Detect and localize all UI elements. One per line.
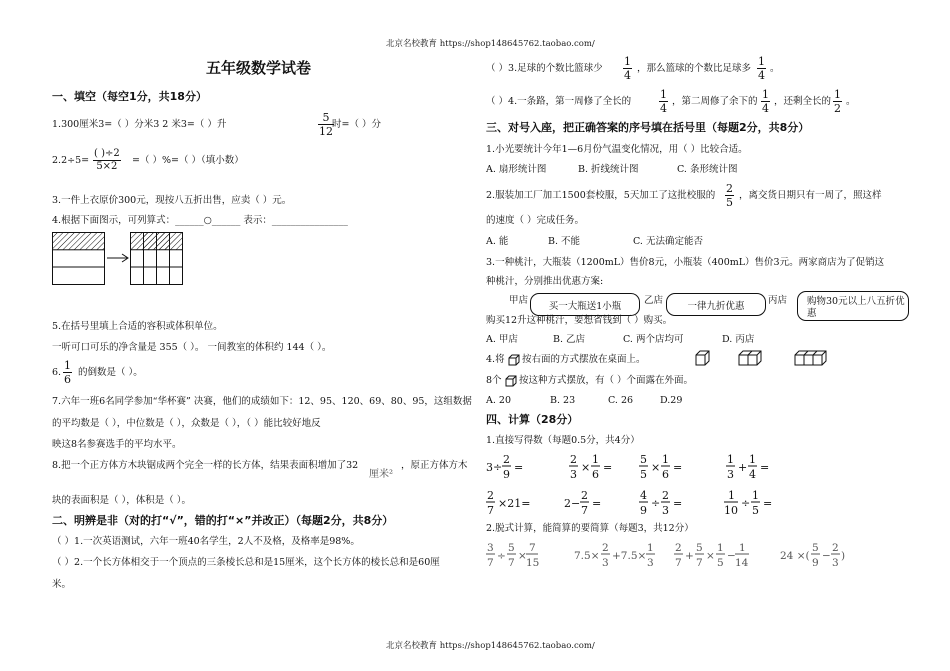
svg-text:1: 1 xyxy=(727,453,734,466)
svg-text:×: × xyxy=(581,461,591,474)
small-cube-icon-2 xyxy=(505,375,517,387)
svg-text:7: 7 xyxy=(675,557,682,569)
svg-text:7: 7 xyxy=(581,504,588,517)
q7-line2: 的平均数是（ ），中位数是（ ），众数是（ ），（ ）能比较好地反 xyxy=(52,418,321,429)
choice-3-opt-d: D. 丙店 xyxy=(722,334,755,345)
q2-fraction: ( )÷2 5×2 xyxy=(94,148,120,172)
svg-text:9: 9 xyxy=(503,468,510,481)
svg-text:24 ×(: 24 ×( xyxy=(780,550,810,562)
svg-text:2: 2 xyxy=(570,453,577,466)
svg-text:2: 2 xyxy=(503,453,510,466)
choice-3-line3: 购买12升这种桃汁，要想省钱到（ ）购买。 xyxy=(486,315,673,326)
svg-text:2: 2 xyxy=(487,489,494,502)
svg-text:=: = xyxy=(760,461,770,474)
svg-text:3: 3 xyxy=(602,557,609,569)
calc-row-1 xyxy=(484,452,784,484)
svg-text:9: 9 xyxy=(812,557,819,569)
svg-text:3: 3 xyxy=(662,504,669,517)
q6-text: 的倒数是（ ）。 xyxy=(78,367,143,378)
choice-4-line1-a: 4.将 xyxy=(486,354,505,365)
judge-3-frac-a: 1 4 xyxy=(624,55,631,82)
svg-text:=: = xyxy=(673,497,683,510)
svg-text:1: 1 xyxy=(647,542,654,554)
svg-text:7: 7 xyxy=(508,557,515,569)
svg-text:3÷: 3÷ xyxy=(486,461,503,474)
choice-2-opt-c: C. 无法确定能否 xyxy=(633,236,703,247)
q2-text: 2.2÷5= xyxy=(52,155,90,166)
svg-text:3: 3 xyxy=(487,542,494,554)
svg-text:+: + xyxy=(738,461,748,474)
calc-row-2 xyxy=(484,488,784,520)
judge-1: （ ）1.一次英语测试，六年一班40名学生，2人不及格，及格率是98%。 xyxy=(52,536,360,547)
choice-4-opt-d: D.29 xyxy=(660,395,683,406)
q7-line1: 7.六年一班6名同学参加“华杯赛” 决赛，他们的成绩如下：12、95、120、69、80、95，这组数据 xyxy=(52,396,472,407)
header-top: 北京名校教育 https://shop148645762.taobao.com/ xyxy=(386,39,595,49)
svg-text:6: 6 xyxy=(662,468,669,481)
svg-text:5: 5 xyxy=(508,542,515,554)
judge-2-end: 米。 xyxy=(52,579,72,590)
svg-text:5: 5 xyxy=(640,453,647,466)
svg-text:1: 1 xyxy=(749,453,756,466)
svg-text:−: − xyxy=(727,550,736,562)
svg-text:): ) xyxy=(841,550,846,562)
section-4-heading: 四、计算（28分） xyxy=(486,413,579,426)
choice-3-opt-c: C. 两个店均可 xyxy=(623,334,684,345)
small-cube-icon xyxy=(508,354,520,366)
svg-text:2: 2 xyxy=(832,542,839,554)
svg-text:+: + xyxy=(685,550,694,562)
q8-line2: 块的表面积是（ ），体积是（ ）。 xyxy=(52,495,192,506)
choice-4-line1-b: 按右面的方式摆放在桌面上。 xyxy=(522,354,646,365)
judge-3-mid: ，那么篮球的个数比足球多 xyxy=(637,63,752,74)
choice-4-opt-b: B. 23 xyxy=(550,395,576,406)
judge-4: （ ）4.一条路，第一周修了全长的 xyxy=(486,96,632,107)
choice-1: 1.小光要统计今年1—6月份气温变化情况，用（ ）比较合适。 xyxy=(486,144,748,155)
choice-1-opt-b: B. 折线统计图 xyxy=(578,164,639,175)
svg-text:7: 7 xyxy=(529,542,536,554)
svg-text:=: = xyxy=(763,497,773,510)
choice-2-mid: ，离交货日期只有一周了，照这样 xyxy=(739,190,882,201)
judge-2: （ ）2.一个长方体相交于一个顶点的三条棱长总和是15厘米，这个长方体的棱长总和是60厘 xyxy=(52,557,440,568)
judge-3: （ ）3.足球的个数比篮球少 xyxy=(486,63,603,74)
svg-text:9: 9 xyxy=(640,504,647,517)
choice-3-line2: 种桃汁，分别推出优惠方案: xyxy=(486,276,604,287)
page-title: 五年级数学试卷 xyxy=(206,59,312,77)
judge-4-frac-a: 1 4 xyxy=(660,88,667,115)
judge-4-end: 。 xyxy=(846,96,856,107)
q8-line1-end: ，原正方体方木 xyxy=(401,460,468,471)
q1-fraction: 5 12 xyxy=(319,111,333,138)
svg-text:÷: ÷ xyxy=(741,497,751,510)
svg-text:2: 2 xyxy=(662,489,669,502)
choice-3-opt-a: A. 甲店 xyxy=(486,334,518,345)
svg-text:5: 5 xyxy=(812,542,819,554)
svg-text:3: 3 xyxy=(727,468,734,481)
q4-text: 4.根据下面图示，可列算式：______○______ 表示：________________ xyxy=(52,215,348,226)
svg-text:4: 4 xyxy=(749,468,756,481)
svg-text:=: = xyxy=(603,461,613,474)
svg-text:2−: 2− xyxy=(564,497,581,510)
cube-arrangement-figure xyxy=(695,350,845,368)
q8-unit: 厘米² xyxy=(369,469,394,480)
q8-line1: 8.把一个正方体方木块锯成两个完全一样的长方体，结果表面积增加了32 xyxy=(52,460,359,471)
header-bottom: 北京名校教育 https://shop148645762.taobao.com/ xyxy=(386,641,595,651)
svg-text:2: 2 xyxy=(581,489,588,502)
choice-4-line2-a: 8个 xyxy=(486,375,502,386)
svg-text:=: = xyxy=(514,461,524,474)
judge-4-frac-b: 1 4 xyxy=(762,88,769,115)
svg-text:15: 15 xyxy=(526,557,540,569)
q3-text: 3.一件上衣原价300元，现按八五折出售，应卖（ ）元。 xyxy=(52,195,292,206)
svg-text:2: 2 xyxy=(675,542,682,554)
svg-text:3: 3 xyxy=(570,468,577,481)
svg-text:14: 14 xyxy=(735,557,749,569)
section-2-heading: 二、明辨是非（对的打“√”，错的打“×”并改正）（每题2分，共8分） xyxy=(52,514,394,527)
svg-text:10: 10 xyxy=(724,504,738,517)
svg-text:7: 7 xyxy=(487,504,494,517)
svg-text:1: 1 xyxy=(752,489,759,502)
svg-text:×: × xyxy=(518,550,527,562)
svg-text:7: 7 xyxy=(487,557,494,569)
calc-step-row xyxy=(484,540,844,572)
q4-diagram xyxy=(52,232,187,290)
svg-text:7: 7 xyxy=(696,557,703,569)
q7-line3: 映这8名参赛选手的平均水平。 xyxy=(52,439,182,450)
q5-text: 5.在括号里填上合适的容积或体积单位。 xyxy=(52,321,223,332)
svg-text:1: 1 xyxy=(728,489,735,502)
choice-1-opt-c: C. 条形统计图 xyxy=(677,164,738,175)
svg-text:5: 5 xyxy=(640,468,647,481)
svg-text:−: − xyxy=(822,550,831,562)
judge-4-mid: ，第二周修了余下的 xyxy=(672,96,758,107)
svg-text:÷: ÷ xyxy=(651,497,661,510)
choice-2-opt-a: A. 能 xyxy=(486,236,509,247)
svg-text:5: 5 xyxy=(696,542,703,554)
judge-4-mid2: ，还剩全长的 xyxy=(774,96,832,107)
svg-text:2: 2 xyxy=(602,542,609,554)
svg-text:5: 5 xyxy=(717,557,724,569)
shop-b-offer: 一律九折优惠 xyxy=(666,293,766,316)
section-3-heading: 三、对号入座，把正确答案的序号填在括号里（每题2分，共8分） xyxy=(486,121,810,134)
q1-text: 1.300厘米3=（ ）分米3 2 米3=（ ）升 xyxy=(52,119,227,130)
svg-text:4: 4 xyxy=(640,489,647,502)
svg-text:1: 1 xyxy=(739,542,746,554)
svg-text:7.5×: 7.5× xyxy=(574,550,600,562)
svg-text:×21=: ×21= xyxy=(498,497,531,510)
choice-1-opt-a: A. 扇形统计图 xyxy=(486,164,547,175)
choice-3-opt-b: B. 乙店 xyxy=(553,334,586,345)
svg-text:3: 3 xyxy=(832,557,839,569)
svg-text:1: 1 xyxy=(662,453,669,466)
svg-text:×: × xyxy=(651,461,661,474)
svg-text:×: × xyxy=(706,550,715,562)
svg-text:5: 5 xyxy=(752,504,759,517)
shop-a-offer: 买一大瓶送1小瓶 xyxy=(530,293,640,316)
svg-text:3: 3 xyxy=(647,557,654,569)
q1-text-end: 时=（ ）分 xyxy=(332,119,381,130)
choice-2-frac: 2 5 xyxy=(726,182,733,209)
svg-text:1: 1 xyxy=(592,453,599,466)
q5-sub: 一听可口可乐的净含量是 355（ ）。 一间教室的体积约 144（ ）。 xyxy=(52,342,332,353)
choice-2-line2: 的速度（ ）完成任务。 xyxy=(486,215,585,226)
svg-text:1: 1 xyxy=(717,542,724,554)
shop-c-label: 丙店 xyxy=(768,295,788,306)
choice-4-opt-a: A. 20 xyxy=(486,395,511,406)
choice-3-line1: 3.一种桃汁，大瓶装（1200mL）售价8元，小瓶装（400mL）售价3元。两家商店为了促销这 xyxy=(486,257,885,268)
calc-2-heading: 2.脱式计算，能简算的要简算（每题3，共12分） xyxy=(486,523,694,534)
q2-text-end: =（ ）%=（ ）（填小数） xyxy=(132,155,244,166)
choice-2-opt-b: B. 不能 xyxy=(548,236,581,247)
judge-3-frac-b: 1 4 xyxy=(758,55,765,82)
svg-text:=: = xyxy=(673,461,683,474)
svg-text:+7.5×: +7.5× xyxy=(612,550,647,562)
judge-4-frac-c: 1 2 xyxy=(834,88,841,115)
shop-c-offer: 购物30元以上八五折优惠 xyxy=(797,291,909,321)
svg-text:6: 6 xyxy=(592,468,599,481)
choice-2: 2.服装加工厂加工1500套校服，5天加工了这批校服的 xyxy=(486,190,716,201)
svg-text:=: = xyxy=(592,497,602,510)
q6-fraction: 1 6 xyxy=(64,359,71,386)
section-1-heading: 一、填空（每空1分，共18分） xyxy=(52,90,207,103)
judge-3-end: 。 xyxy=(770,63,780,74)
choice-4-line2-b: 按这种方式摆放，有（ ）个面露在外面。 xyxy=(519,375,694,386)
choice-4-opt-c: C. 26 xyxy=(608,395,634,406)
shop-b-label: 乙店 xyxy=(644,295,664,306)
q6-label: 6. xyxy=(52,367,62,378)
shop-a-label: 甲店 xyxy=(509,295,529,306)
svg-text:÷: ÷ xyxy=(497,550,506,562)
calc-1-heading: 1.直接写得数（每题0.5分，共4分） xyxy=(486,435,640,446)
